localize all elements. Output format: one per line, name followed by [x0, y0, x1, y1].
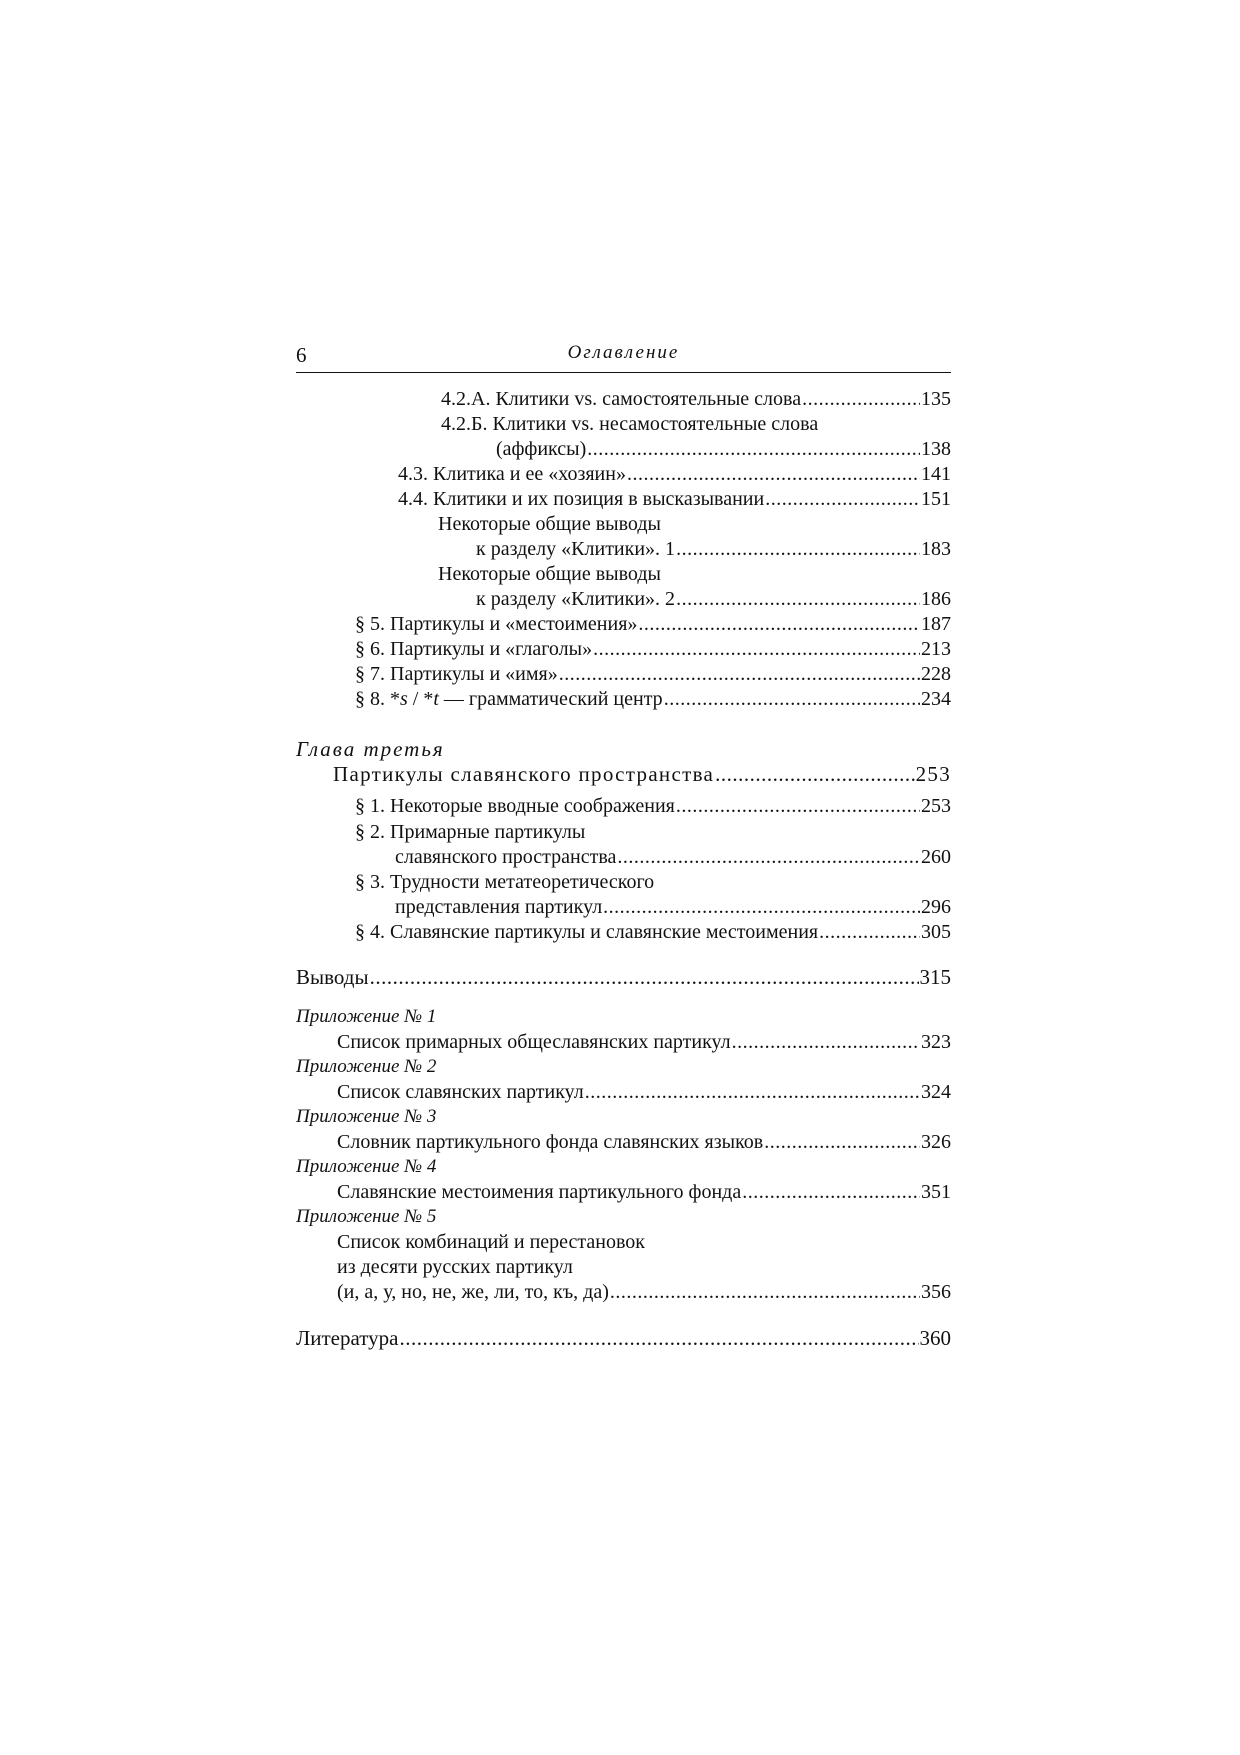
dot-leader: [676, 794, 920, 819]
toc-entry[interactable]: [337, 1080, 951, 1105]
toc-entry-title: [355, 687, 663, 712]
toc-page-number: 356: [921, 1281, 951, 1303]
toc-entry-title: § 1. Некоторые вводные соображения: [355, 795, 675, 817]
toc-entry[interactable]: [337, 1280, 951, 1305]
toc-entry[interactable]: [355, 687, 951, 712]
appendix-label: Приложение № 1: [296, 1006, 437, 1027]
toc-entry-title: 4.2.А. Клитики vs. самостоятельные слова: [441, 388, 802, 410]
toc-entry[interactable]: [333, 762, 951, 787]
appendix-label: Приложение № 2: [296, 1056, 437, 1077]
title-part: / *: [407, 688, 434, 710]
toc-page-number: 187: [921, 613, 951, 635]
toc-entry-title: к разделу «Клитики». 1: [476, 538, 676, 560]
page-number: 6: [296, 343, 307, 367]
toc-entry[interactable]: [476, 537, 951, 562]
dot-leader: [617, 845, 920, 870]
toc-page-number: 186: [921, 588, 951, 610]
toc-page-number: 326: [921, 1131, 951, 1153]
toc-entry-title[interactable]: 4.2.Б. Клитики vs. несамостоятельные слова: [441, 413, 819, 435]
toc-entry-title: Список славянских партикул: [337, 1081, 584, 1103]
toc-page-number: 135: [921, 388, 951, 410]
toc-page-number: 296: [921, 896, 951, 918]
appendix-label: Приложение № 3: [296, 1106, 437, 1127]
dot-leader: [802, 387, 920, 412]
toc-entry[interactable]: [337, 1030, 951, 1055]
appendix-label: Приложение № 4: [296, 1156, 437, 1177]
toc-entry-title: § 6. Партикулы и «глаголы»: [355, 638, 593, 660]
toc-entry-title: славянского пространства: [395, 846, 617, 868]
toc-entry[interactable]: [355, 612, 951, 637]
toc-entry-title: представления партикул: [395, 896, 603, 918]
toc-page-number: 305: [921, 921, 951, 943]
toc-entry-title: Партикулы славянского пространства: [333, 762, 715, 786]
title-part: § 8. *: [355, 688, 400, 710]
title-symbol: s: [400, 688, 408, 710]
toc-entry-title: (и, а, у, но, не, же, ли, то, къ, да): [337, 1281, 609, 1303]
toc-entry-title[interactable]: из десяти русских партикул: [337, 1256, 573, 1278]
toc-entry-title[interactable]: § 2. Примарные партикулы: [355, 821, 586, 843]
toc-entry-title: Список примарных общеславянских партикул: [337, 1031, 731, 1053]
dot-leader: [819, 920, 920, 945]
toc-entry-title: 4.3. Клитика и ее «хозяин»: [398, 463, 626, 485]
dot-leader: [732, 1030, 920, 1055]
toc-page-number: 234: [921, 688, 951, 710]
toc-page-number: 253: [915, 762, 951, 786]
toc-entry[interactable]: [355, 794, 951, 819]
toc-entry-title: § 5. Партикулы и «местоимения»: [355, 613, 638, 635]
toc-entry-title: § 7. Партикулы и «имя»: [355, 663, 558, 685]
toc-entry[interactable]: [355, 920, 951, 945]
dot-leader: [627, 462, 920, 487]
toc-page-number: 138: [921, 438, 951, 460]
title-symbol: t: [433, 688, 439, 710]
toc-page-number: 183: [921, 538, 951, 560]
toc-page-number: 323: [921, 1031, 951, 1053]
toc-entry-title: к разделу «Клитики». 2: [476, 588, 676, 610]
dot-leader: [742, 1180, 920, 1205]
appendix-label: Приложение № 5: [296, 1206, 437, 1227]
toc-entry[interactable]: [296, 1326, 951, 1351]
toc-entry[interactable]: [395, 845, 951, 870]
toc-entry[interactable]: [476, 587, 951, 612]
toc-page-number: 360: [919, 1326, 951, 1350]
toc-entry[interactable]: [496, 437, 951, 462]
toc-entry[interactable]: [441, 387, 951, 412]
toc-entry-title: Славянские местоимения партикульного фонда: [337, 1181, 742, 1203]
toc-entry-title: (аффиксы): [496, 438, 587, 460]
toc-page-number: 260: [921, 846, 951, 868]
toc-entry[interactable]: [337, 1130, 951, 1155]
toc-entry-title: Словник партикульного фонда славянских языков: [337, 1131, 764, 1153]
toc-page-number: 213: [921, 638, 951, 660]
dot-leader: [587, 437, 920, 462]
toc-entry-title[interactable]: § 3. Трудности метатеоретического: [355, 871, 655, 893]
toc-page-number: 351: [921, 1181, 951, 1203]
toc-entry[interactable]: [337, 1180, 951, 1205]
dot-leader: [610, 1280, 920, 1305]
toc-page-number: 253: [921, 795, 951, 817]
toc-entry[interactable]: [355, 637, 951, 662]
toc-entry[interactable]: [398, 462, 951, 487]
toc-entry-title: 4.4. Клитики и их позиция в высказывании: [398, 488, 765, 510]
dot-leader: [593, 637, 920, 662]
dot-leader: [676, 537, 920, 562]
toc-entry-title: Выводы: [296, 965, 369, 989]
toc-entry-title[interactable]: Некоторые общие выводы: [438, 513, 661, 535]
title-part: — грамматический центр: [438, 688, 663, 710]
dot-leader: [638, 612, 920, 637]
dot-leader: [676, 587, 920, 612]
toc-entry-title[interactable]: Список комбинаций и перестановок: [337, 1231, 646, 1253]
dot-leader: [370, 965, 919, 990]
toc-page-number: 228: [921, 663, 951, 685]
dot-leader: [664, 687, 920, 712]
toc-page-number: 324: [921, 1081, 951, 1103]
toc-entry[interactable]: [296, 965, 951, 990]
toc-entry-title: § 4. Славянские партикулы и славянские местоимения: [355, 921, 819, 943]
running-title: Оглавление: [567, 342, 680, 363]
dot-leader: [399, 1326, 918, 1351]
toc-page-number: 141: [921, 463, 951, 485]
toc-entry-title[interactable]: Некоторые общие выводы: [438, 563, 661, 585]
toc-entry-title: Литература: [296, 1326, 399, 1350]
toc-entry[interactable]: [395, 895, 951, 920]
toc-entry[interactable]: [398, 487, 951, 512]
dot-leader: [764, 1130, 920, 1155]
dot-leader: [715, 762, 914, 787]
chapter-label: Глава третья: [296, 737, 445, 761]
toc-page-number: 315: [919, 965, 951, 989]
dot-leader: [765, 487, 920, 512]
toc-page-number: 151: [921, 488, 951, 510]
dot-leader: [603, 895, 920, 920]
dot-leader: [585, 1080, 920, 1105]
dot-leader: [559, 662, 920, 687]
toc-entry[interactable]: [355, 662, 951, 687]
